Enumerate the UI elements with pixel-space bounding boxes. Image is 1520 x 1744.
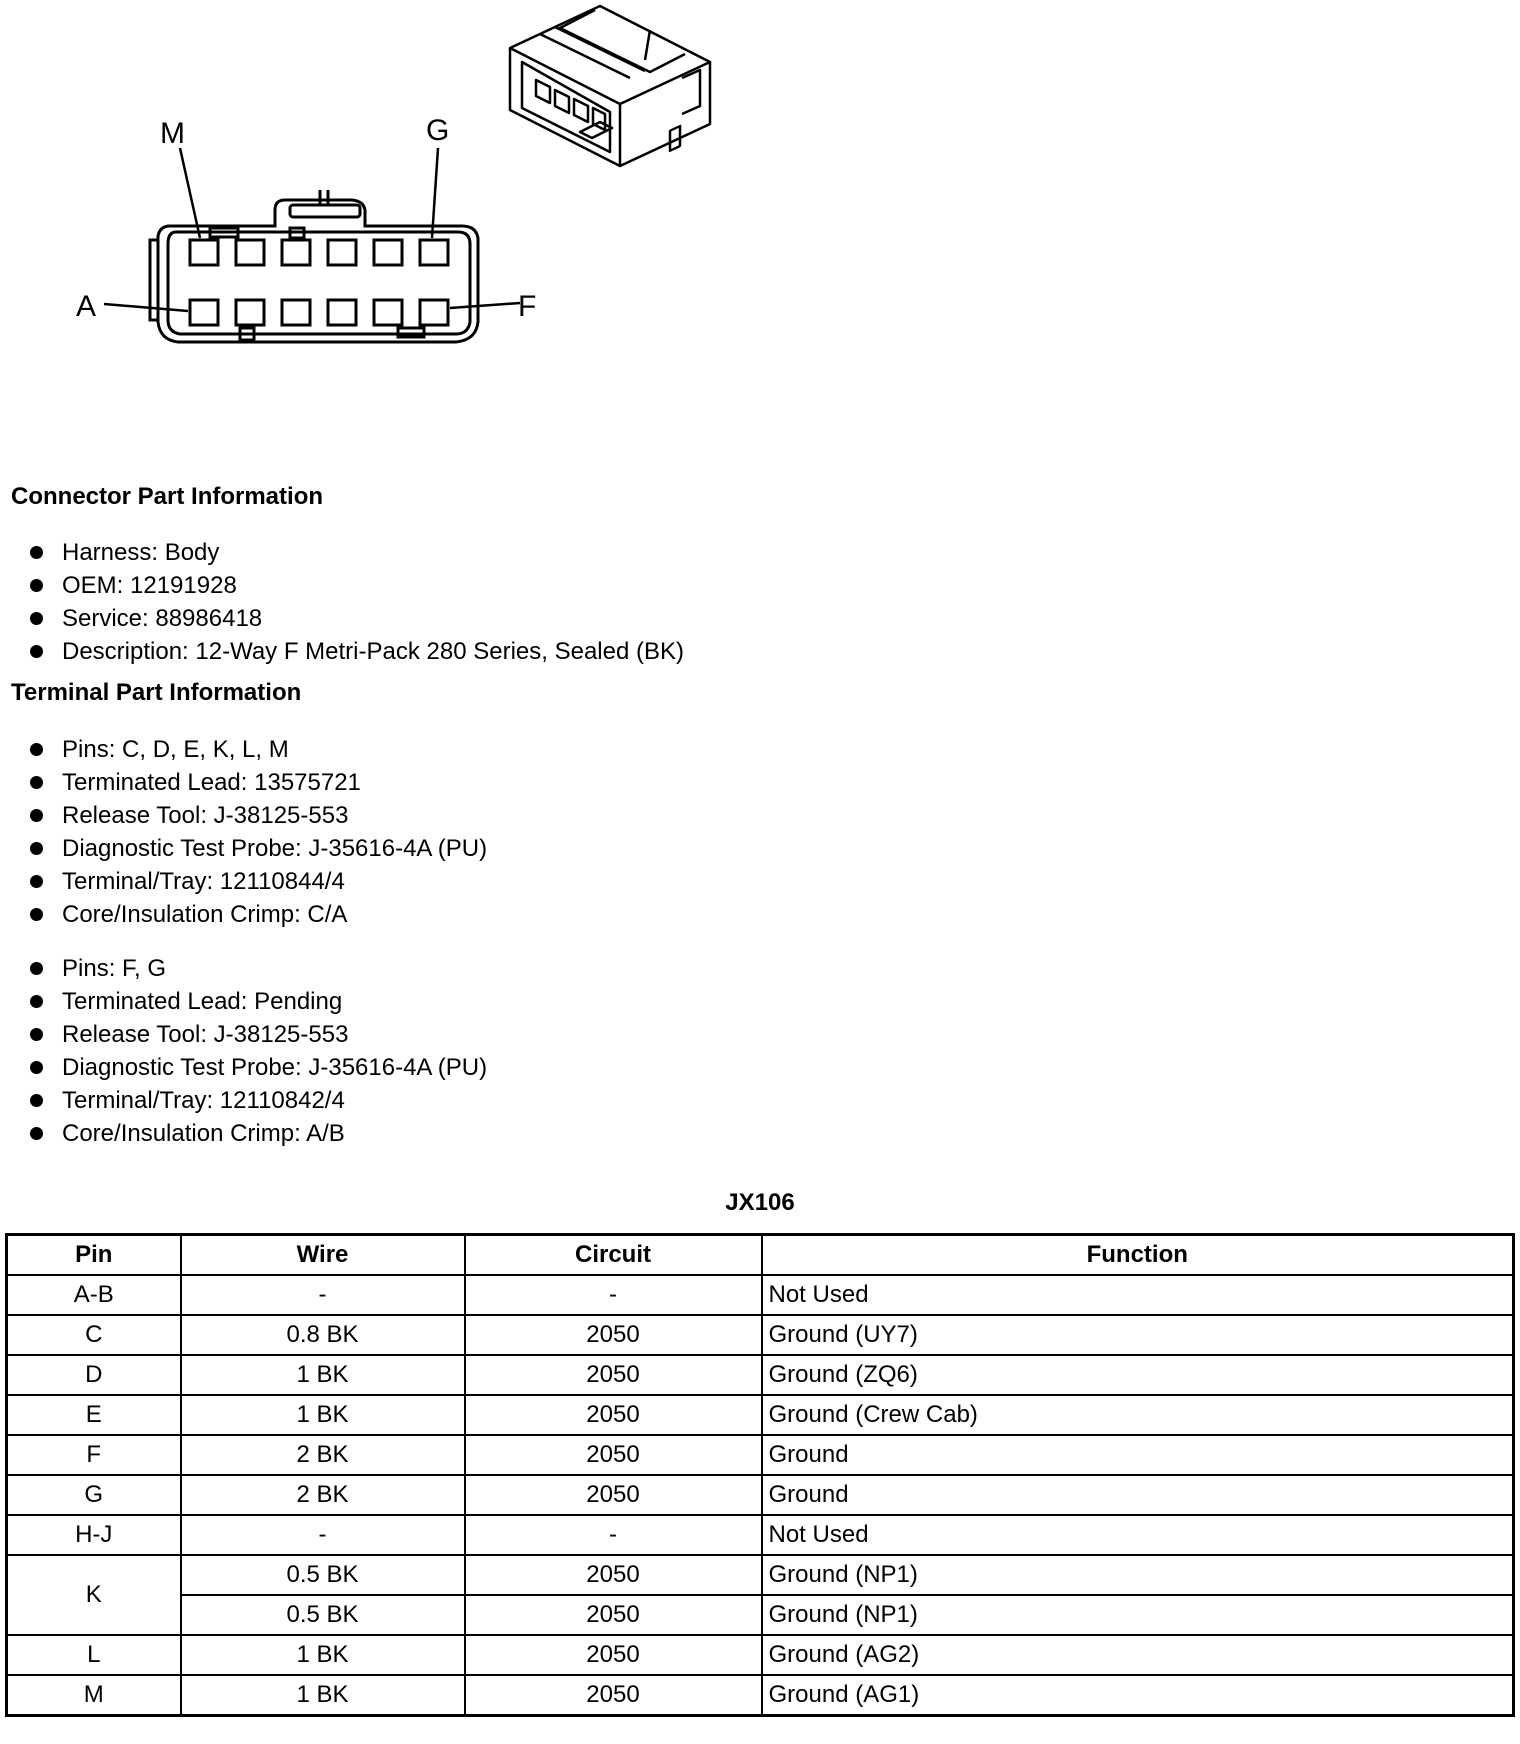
table-header-row [7, 1235, 1514, 1276]
table-row [7, 1635, 1514, 1675]
cell-function: Ground (ZQ6) [762, 1355, 1514, 1395]
cell-function: Ground (NP1) [762, 1595, 1514, 1635]
list-item: Release Tool: J-38125-553 [30, 799, 487, 832]
cell-function: Not Used [762, 1515, 1514, 1555]
list-item: Description: 12-Way F Metri-Pack 280 Series, Sealed (BK) [30, 635, 684, 668]
cell-circuit: 2050 [465, 1395, 762, 1435]
cell-wire: - [181, 1515, 465, 1555]
cell-circuit: 2050 [465, 1475, 762, 1515]
pin-cavities [190, 240, 448, 325]
list-item: Core/Insulation Crimp: C/A [30, 898, 487, 931]
cell-circuit: 2050 [465, 1635, 762, 1675]
cell-wire: 2 BK [181, 1475, 465, 1515]
table-row [7, 1675, 1514, 1716]
column-header-function: Function [762, 1235, 1514, 1276]
table-row [7, 1395, 1514, 1435]
cell-wire: 0.5 BK [181, 1595, 465, 1635]
cell-function: Ground (NP1) [762, 1555, 1514, 1595]
cell-function: Ground [762, 1475, 1514, 1515]
cell-wire: 2 BK [181, 1435, 465, 1475]
cell-function: Ground (Crew Cab) [762, 1395, 1514, 1435]
cell-circuit: - [465, 1275, 762, 1315]
pinout-table [5, 1233, 1515, 1717]
pin-label-m: M [160, 117, 185, 150]
pin-label-a: A [76, 290, 97, 323]
cell-circuit: - [465, 1515, 762, 1555]
connector-face-diagram [0, 0, 560, 380]
list-item: Terminated Lead: 13575721 [30, 766, 487, 799]
cell-pin: L [7, 1635, 181, 1675]
cell-pin: K [7, 1555, 181, 1635]
list-item: Core/Insulation Crimp: A/B [30, 1117, 487, 1150]
cell-pin: M [7, 1675, 181, 1716]
list-item: Harness: Body [30, 536, 684, 569]
connector-part-info-list [30, 536, 684, 668]
cell-circuit: 2050 [465, 1355, 762, 1395]
terminal-part-info-group-1 [30, 733, 487, 931]
cell-circuit: 2050 [465, 1675, 762, 1716]
cell-wire: 1 BK [181, 1635, 465, 1675]
list-item: Terminal/Tray: 12110844/4 [30, 865, 487, 898]
table-row [7, 1435, 1514, 1475]
list-item: OEM: 12191928 [30, 569, 684, 602]
cell-wire: 0.5 BK [181, 1555, 465, 1595]
table-row [7, 1315, 1514, 1355]
cell-function: Not Used [762, 1275, 1514, 1315]
column-header-circuit: Circuit [465, 1235, 762, 1276]
connector-part-info-heading: Connector Part Information [11, 483, 324, 510]
table-row [7, 1355, 1514, 1395]
table-row [7, 1275, 1514, 1315]
cell-function: Ground (UY7) [762, 1315, 1514, 1355]
cell-pin: C [7, 1315, 181, 1355]
cell-circuit: 2050 [465, 1435, 762, 1475]
cell-pin: F [7, 1435, 181, 1475]
column-header-wire: Wire [181, 1235, 465, 1276]
table-row [7, 1475, 1514, 1515]
connector-isometric-illustration [500, 0, 720, 180]
list-item: Diagnostic Test Probe: J-35616-4A (PU) [30, 832, 487, 865]
cell-wire: 1 BK [181, 1675, 465, 1716]
table-row [7, 1555, 1514, 1595]
cell-pin: G [7, 1475, 181, 1515]
pin-label-f: F [518, 290, 537, 323]
cell-wire: 0.8 BK [181, 1315, 465, 1355]
list-item: Pins: C, D, E, K, L, M [30, 733, 487, 766]
cell-function: Ground (AG2) [762, 1635, 1514, 1675]
cell-wire: 1 BK [181, 1395, 465, 1435]
list-item: Service: 88986418 [30, 602, 684, 635]
cell-function: Ground [762, 1435, 1514, 1475]
list-item: Diagnostic Test Probe: J-35616-4A (PU) [30, 1051, 487, 1084]
table-row [7, 1595, 1514, 1635]
cell-pin: D [7, 1355, 181, 1395]
table-row [7, 1515, 1514, 1555]
cell-pin: H-J [7, 1515, 181, 1555]
cell-pin: A-B [7, 1275, 181, 1315]
list-item: Release Tool: J-38125-553 [30, 1018, 487, 1051]
list-item: Terminated Lead: Pending [30, 985, 487, 1018]
terminal-part-info-heading: Terminal Part Information [11, 679, 302, 706]
table-title: JX106 [725, 1189, 795, 1216]
column-header-pin: Pin [7, 1235, 181, 1276]
cell-circuit: 2050 [465, 1315, 762, 1355]
list-item: Terminal/Tray: 12110842/4 [30, 1084, 487, 1117]
cell-circuit: 2050 [465, 1595, 762, 1635]
cell-function: Ground (AG1) [762, 1675, 1514, 1716]
cell-circuit: 2050 [465, 1555, 762, 1595]
cell-pin: E [7, 1395, 181, 1435]
pin-label-g: G [426, 114, 450, 147]
terminal-part-info-group-2 [30, 952, 487, 1150]
cell-wire: 1 BK [181, 1355, 465, 1395]
list-item: Pins: F, G [30, 952, 487, 985]
cell-wire: - [181, 1275, 465, 1315]
